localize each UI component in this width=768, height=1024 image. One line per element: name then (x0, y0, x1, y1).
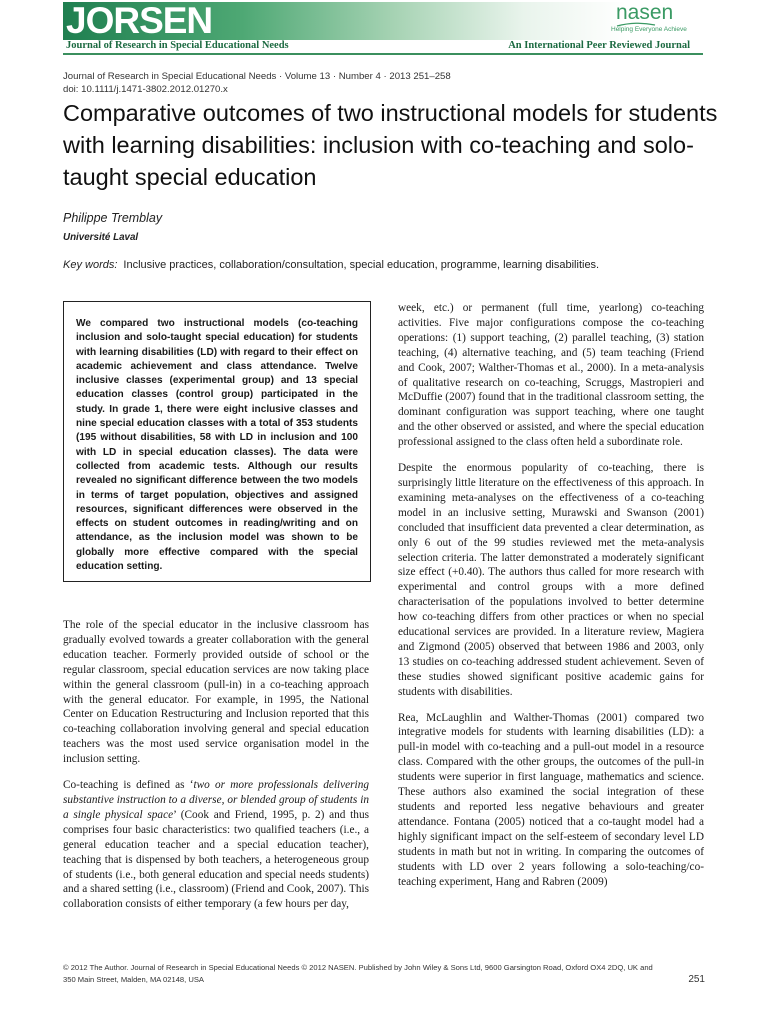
author-affiliation: Université Laval (63, 232, 139, 243)
paragraph: week, etc.) or permanent (full time, yearlong) co-teaching activities. Five major configurations compose the co-teaching operations: (1) support teaching, (2) parallel teaching, (3) station teaching, (4) alternative teaching, and (5) team teaching (Friend and Cook, 2007; Walther-Thomas et al., 2000). In a meta-analysis of qualitative research on co-teaching, Scruggs, Mastropieri and McDuffie (2007) found that in the traditional classroom setting, the dominant configuration was support teaching, where one taught and the other observed or assisted, and where the special education professional assigned to the class often held a subordinate role. (398, 302, 704, 449)
body-column-right (398, 301, 704, 900)
paragraph: Despite the enormous popularity of co-teaching, there is surprisingly little literature on the effectiveness of this approach. In examining meta-analyses on the effectiveness of a co-teaching model in an inclusive setting, Murawski and Swanson (2001) concluded that insufficient data prevented a clear determination, as only 6 out of the 99 studies reviewed met the meta-analysis selection criteria. The latter demonstrated a moderately significant size effect (+0.40). The authors thus called for more research with experimental and control groups with a more defined characterisation of the populations involved to better determine how co-teaching differs from other practices or when no special educational services are provided. In a literature review, Magiera and Zigmond (2005) observed that between 1986 and 2003, only 13 studies on co-teaching addressed student achievement. Seven of these studies showed significant positive academic gains for students with disabilities. (398, 462, 704, 698)
address-line: 350 Main Street, Malden, MA 02148, USA (63, 975, 204, 984)
author-name: Philippe Tremblay (63, 211, 163, 225)
publisher-tagline: Helping Everyone Achieve (611, 26, 687, 33)
definition-quote: two or more professionals delivering substantive instruction to a diverse, or blended group of students in a single physical space (63, 779, 369, 821)
doi-line[interactable]: doi: 10.1111/j.1471-3802.2012.01270.x (63, 84, 228, 95)
paragraph: Co-teaching is defined as ‘two or more professionals delivering substantive instruction to a diverse, or blended group of students in a single physical space’ (Cook and Friend, 1995, p. 2) and thus comprises four basic characteristics: two qualified teachers (i.e., a general education teacher and a special education teacher), teaching that is dispensed by both teachers, a heterogeneous group of students (i.e., both general education and special needs students) and a shared setting (i.e., classroom) (Friend and Cook, 2007). This collaboration consists of either temporary (a few hours per day, (63, 779, 369, 911)
abstract-box (63, 301, 371, 582)
keywords-label: Key words: (63, 259, 118, 271)
paragraph: The role of the special educator in the inclusive classroom has gradually evolved towards a greater collaboration with the general education teacher. Formerly provided outside of school or the regular classroom, special education services are now taking place within the general classroom (pull-in) in a co-teaching approach with the general educator. For example, in 1995, the National Center on Education Restructuring and Inclusion reported that this co-teaching collaboration involving general and special education teachers was the most used service organisation model in the inclusion setting. (63, 619, 369, 766)
citation-meta (63, 70, 451, 96)
copyright-footer (63, 962, 703, 986)
page-number: 251 (688, 974, 705, 985)
article-title: Comparative outcomes of two instructional models for students with learning disabilities: inclusion with co-teaching and solo-taught special education (63, 100, 718, 190)
journal-logo: JORSEN (66, 0, 213, 41)
citation-line: Journal of Research in Special Educational Needs · Volume 13 · Number 4 · 2013 251–258 (63, 71, 451, 82)
peer-review-label: An International Peer Reviewed Journal (508, 40, 690, 51)
journal-banner (63, 2, 703, 54)
paragraph: Rea, McLaughlin and Walther-Thomas (2001) compared two integrative models for students with learning disabilities (LD): a pull-in model with co-teaching and a pull-out model in a resource class. Compared with the other groups, the outcomes of the pull-in students were superior in first language, mathematics and science. These authors also examined the social integration of these students and reported less negative behaviours and greater attendance. Fontana (2005) noticed that a co-taught model had a highly significant impact on the self-esteem of secondary level LD students in math but not in writing. In comparing the outcomes of students with LD over 2 years following a solo-teaching/co-teaching experiment, Hang and Rabren (2009) (398, 711, 704, 888)
abstract-text: We compared two instructional models (co-teaching inclusion and solo-taught special education) for students with learning disabilities (LD) with regard to their effect on academic achievement and class attendance. Twelve inclusive classes (experimental group) and 13 special education classes (control group) participated in the study. In grade 1, there were eight inclusive classes and nine special education classes with a total of 353 students (195 without disabilities, 58 with LD in inclusion and 100 with LD in special education classes). The data were collected from academic tests. Although our results revealed no significant difference between the two models in terms of target population, objectives and assigned resources, significant differences were observed in the effects on student outcomes in reading/writing and on attendance, as the inclusion model was shown to be globally more effective compared with the special education setting. (76, 318, 358, 573)
body-column-left (63, 618, 369, 923)
journal-subtitle: Journal of Research in Special Educational Needs (66, 40, 289, 51)
keywords-text: Inclusive practices, collaboration/consultation, special education, programme, learning disabilities. (123, 259, 600, 271)
publisher-logo: nasen (616, 1, 674, 24)
banner-rule (63, 53, 703, 55)
keywords (63, 259, 599, 271)
copyright-line: © 2012 The Author. Journal of Research in Special Educational Needs © 2012 NASEN. Published by John Wiley & Sons Ltd, 9600 Garsington Road, Oxford OX4 2DQ, UK and (63, 963, 653, 972)
